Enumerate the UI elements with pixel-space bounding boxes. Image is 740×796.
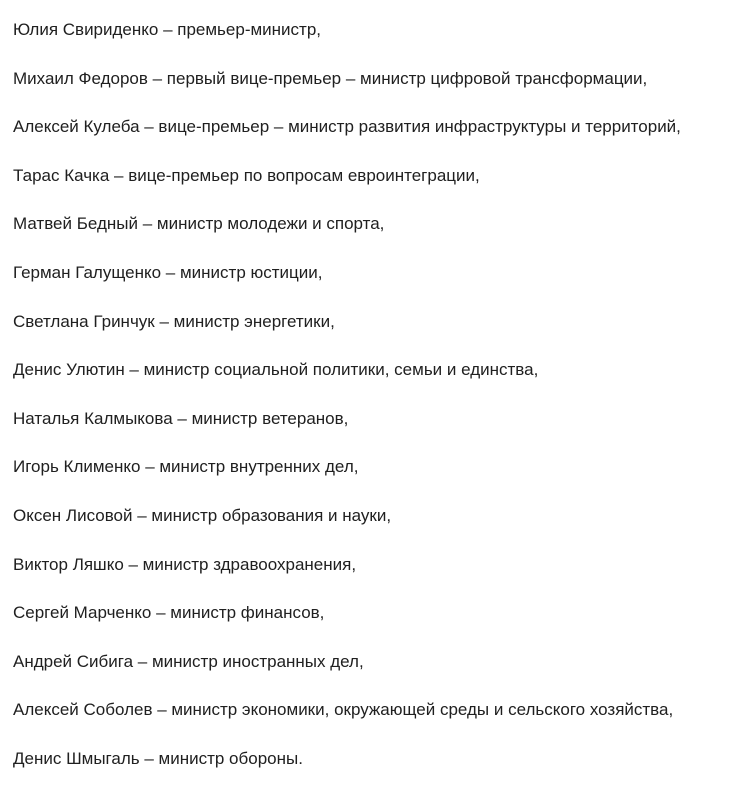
list-item: Игорь Клименко – министр внутренних дел, — [13, 457, 359, 477]
list-item: Виктор Ляшко – министр здравоохранения, — [13, 554, 357, 574]
list-item: Андрей Сибига – министр иностранных дел, — [13, 651, 364, 671]
list-item: Оксен Лисовой – министр образования и науки, — [13, 505, 392, 525]
list-item: Алексей Кулеба – вице-премьер – министр развития инфраструктуры и территорий, — [13, 117, 681, 137]
list-item: Матвей Бедный – министр молодежи и спорта, — [13, 214, 385, 234]
list-item: Денис Улютин – министр социальной политики, семьи и единства, — [13, 360, 539, 380]
list-item: Тарас Качка – вице-премьер по вопросам евроинтеграции, — [13, 165, 480, 185]
list-item: Светлана Гринчук – министр энергетики, — [13, 311, 335, 331]
ministers-list — [13, 18, 737, 796]
list-item: Герман Галущенко – министр юстиции, — [13, 262, 323, 282]
list-item: Сергей Марченко – министр финансов, — [13, 603, 325, 623]
list-item: Денис Шмыгаль – министр обороны. — [13, 748, 303, 768]
list-item: Наталья Калмыкова – министр ветеранов, — [13, 408, 349, 428]
list-item: Алексей Соболев – министр экономики, окружающей среды и сельского хозяйства, — [13, 700, 674, 720]
list-item: Юлия Свириденко – премьер-министр, — [13, 20, 322, 39]
list-item: Михаил Федоров – первый вице-премьер – министр цифровой трансформации, — [13, 68, 648, 88]
